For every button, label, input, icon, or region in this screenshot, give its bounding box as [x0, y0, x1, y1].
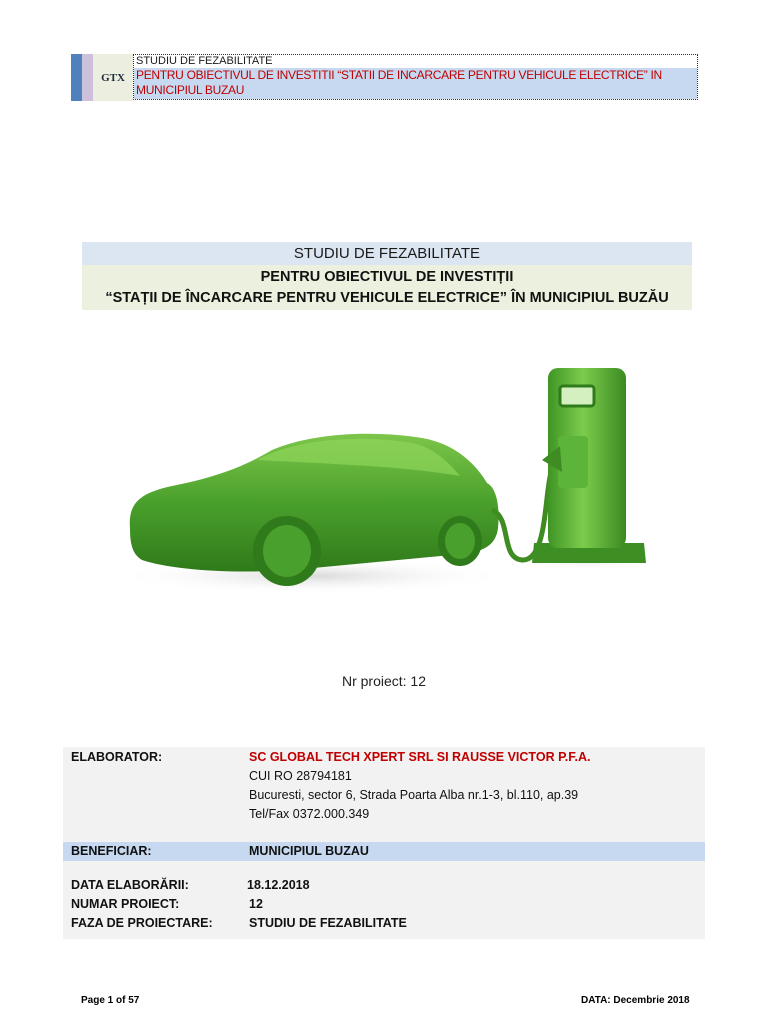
- beneficiar-value: MUNICIPIUL BUZAU: [249, 844, 369, 858]
- station-screen: [560, 386, 594, 406]
- document-title: STUDIU DE FEZABILITATE: [82, 242, 692, 265]
- header-project-title: PENTRU OBIECTIVUL DE INVESTITII “STATII DE INCARCARE PENTRU VEHICULE ELECTRICE” IN MUNICIPIUL BUZAU: [134, 68, 697, 99]
- number-label: NUMAR PROIECT:: [71, 897, 180, 911]
- header-doc-type: STUDIU DE FEZABILITATE: [134, 55, 697, 68]
- elaborator-phone: Tel/Fax 0372.000.349: [249, 807, 370, 821]
- phase-value: STUDIU DE FEZABILITATE: [249, 916, 407, 930]
- elaborator-label: ELABORATOR:: [71, 750, 163, 764]
- gtx-logo: GTX: [93, 54, 133, 101]
- number-value: 12: [249, 897, 263, 911]
- electric-car-charging-station-icon: [82, 338, 702, 628]
- elaborator-address: Bucuresti, sector 6, Strada Poarta Alba nr.1-3, bl.110, ap.39: [249, 788, 579, 802]
- beneficiar-label: BENEFICIAR:: [71, 844, 152, 858]
- subtitle-line-1: PENTRU OBIECTIVUL DE INVESTIȚII: [260, 269, 514, 285]
- car-rear-hub: [445, 523, 475, 559]
- nozzle-holder: [558, 436, 588, 488]
- electric-car-charging-illustration: [82, 338, 702, 628]
- elaborator-cui: CUI RO 28794181: [249, 769, 352, 783]
- document-subtitle: [82, 265, 692, 310]
- project-number: Nr proiect: 12: [341, 673, 427, 689]
- title-block: [82, 242, 692, 310]
- car-front-hub: [263, 525, 311, 577]
- page-counter: Page 1 of 57: [81, 995, 140, 1006]
- footer-date: DATA: Decembrie 2018: [581, 995, 690, 1006]
- header-color-bar-blue: [71, 54, 82, 101]
- details-row: [63, 861, 705, 939]
- subtitle-line-2: “STAȚII DE ÎNCARCARE PENTRU VEHICULE ELECTRICE” ÎN MUNICIPIUL BUZĂU: [105, 290, 669, 306]
- project-info-table: [63, 747, 705, 939]
- elaborator-row: [63, 747, 705, 842]
- header-text-box: [133, 54, 698, 100]
- elaborator-name: SC GLOBAL TECH XPERT SRL SI RAUSSE VICTOR P.F.A.: [249, 750, 591, 764]
- date-value: 18.12.2018: [247, 878, 310, 892]
- running-header: [71, 54, 698, 101]
- phase-label: FAZA DE PROIECTARE:: [71, 916, 213, 930]
- beneficiar-row: [63, 842, 705, 861]
- header-color-bar-lilac: [82, 54, 93, 101]
- date-label: DATA ELABORĂRII:: [71, 878, 189, 892]
